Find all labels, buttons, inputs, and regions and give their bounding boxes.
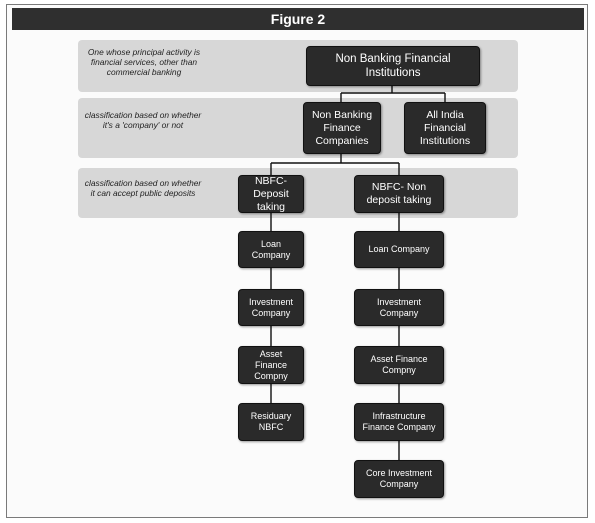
note-company-classification: classification based on whether it's a 'company' or not xyxy=(84,110,202,130)
node-ndt-asset-finance-company: Asset Finance Compny xyxy=(354,346,444,384)
figure-title: Figure 2 xyxy=(12,8,584,30)
node-dt-investment-company: Investment Company xyxy=(238,289,304,326)
node-nbfc: Non Banking Finance Companies xyxy=(303,102,381,154)
node-ndt-investment-company: Investment Company xyxy=(354,289,444,326)
node-ndt-core-investment-company: Core Investment Company xyxy=(354,460,444,498)
node-deposit-taking: NBFC-Deposit taking xyxy=(238,175,304,213)
node-ndt-infrastructure-finance-company: Infrastructure Finance Company xyxy=(354,403,444,441)
node-non-deposit-taking: NBFC- Non deposit taking xyxy=(354,175,444,213)
note-deposit-classification: classification based on whether it can accept public deposits xyxy=(84,178,202,198)
node-ndt-loan-company: Loan Company xyxy=(354,231,444,268)
node-aifi: All India Financial Institutions xyxy=(404,102,486,154)
node-dt-asset-finance-company: Asset Finance Compny xyxy=(238,346,304,384)
node-dt-residuary-nbfc: Residuary NBFC xyxy=(238,403,304,441)
node-dt-loan-company: Loan Company xyxy=(238,231,304,268)
note-principal-activity: One whose principal activity is financial services, other than commercial banking xyxy=(87,47,201,77)
node-nbfi: Non Banking Financial Institutions xyxy=(306,46,480,86)
